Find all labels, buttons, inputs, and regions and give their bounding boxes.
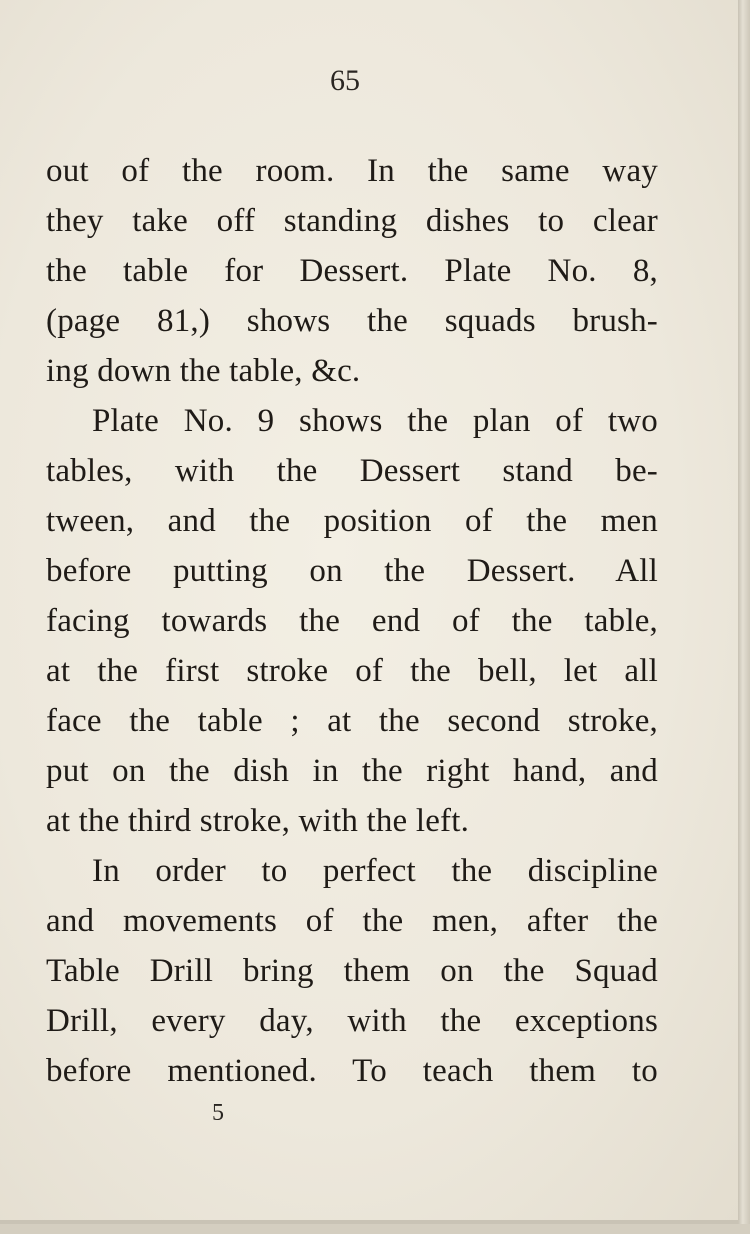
text-line: at the third stroke, with the left. (46, 803, 470, 839)
text-line: tween, and the position of the men (46, 503, 658, 539)
text-line: and movements of the men, after the (46, 903, 658, 939)
paragraph-start-line: In order to perfect the discipline (92, 853, 658, 889)
text-line: before putting on the Dessert. All (46, 553, 658, 589)
text-line: ing down the table, &c. (46, 353, 361, 389)
body-text (46, 146, 658, 1096)
paragraph-start-line: Plate No. 9 shows the plan of two (92, 403, 658, 439)
text-line: before mentioned. To teach them to (46, 1053, 658, 1089)
text-line: facing towards the end of the table, (46, 603, 658, 639)
text-line: (page 81,) shows the squads brush- (46, 303, 658, 339)
text-line: Table Drill bring them on the Squad (46, 953, 658, 989)
text-line: the table for Dessert. Plate No. 8, (46, 253, 658, 289)
text-line: out of the room. In the same way (46, 153, 658, 189)
signature-mark: 5 (212, 1100, 224, 1126)
page-bottom-edge (0, 1224, 750, 1234)
text-line: put on the dish in the right hand, and (46, 753, 658, 789)
text-line: they take off standing dishes to clear (46, 203, 658, 239)
page-edge (738, 0, 750, 1234)
text-line: at the first stroke of the bell, let all (46, 653, 658, 689)
page-number: 65 (330, 64, 360, 97)
text-line: tables, with the Dessert stand be- (46, 453, 658, 489)
text-line: Drill, every day, with the exceptions (46, 1003, 658, 1039)
text-line: face the table ; at the second stroke, (46, 703, 658, 739)
